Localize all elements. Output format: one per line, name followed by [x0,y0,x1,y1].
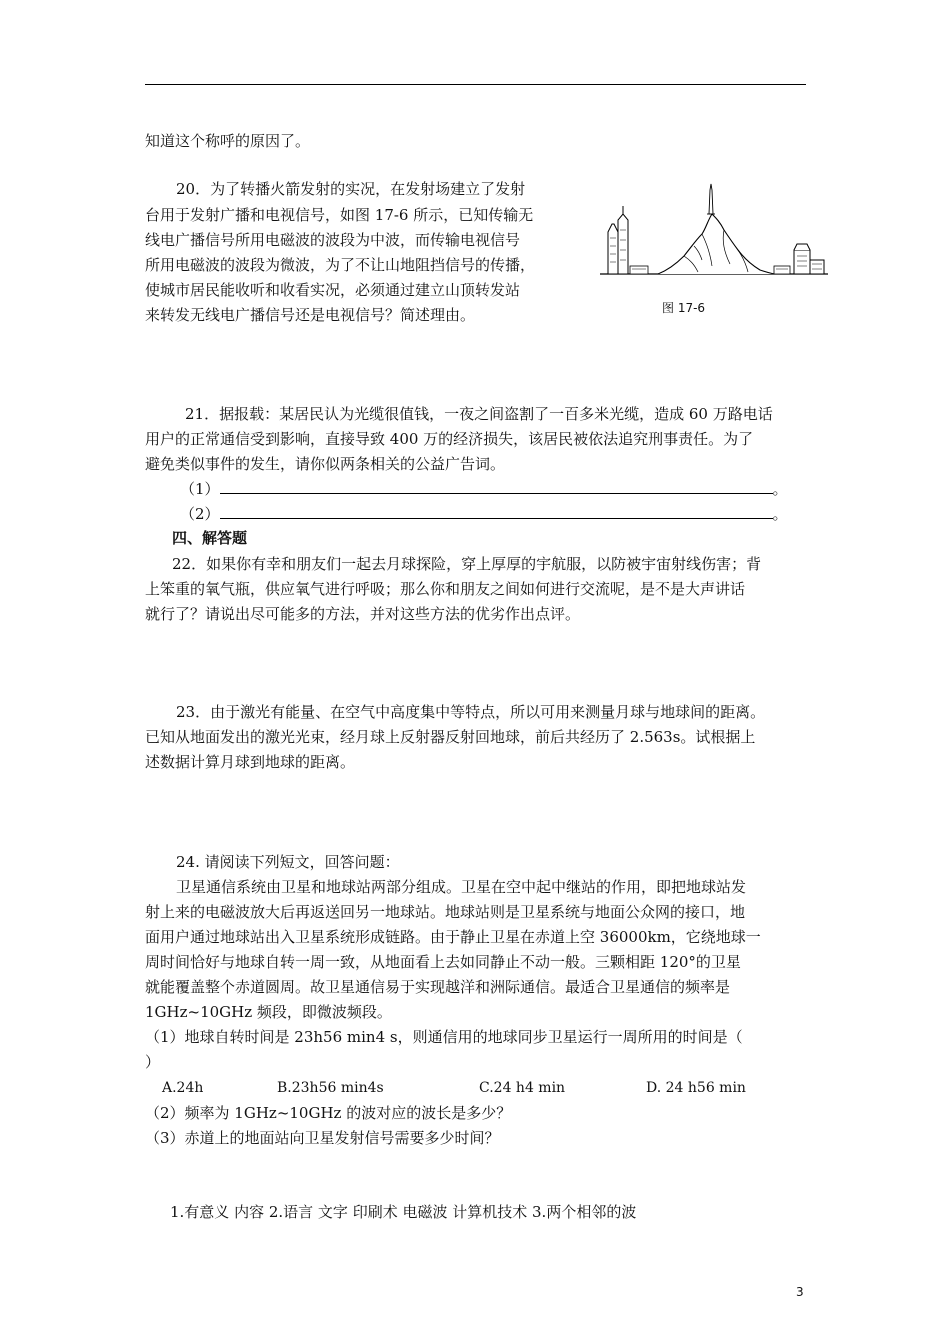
q20-line-1: 20．为了转播火箭发射的实况，在发射场建立了发射 [176,180,526,198]
q23-line-2: 已知从地面发出的激光光束，经月球上反射器反射回地球，前后共经历了 2.563s。试根据上 [145,728,756,746]
figure-caption: 图 17-6 [662,301,706,315]
q20-line-2: 台用于发射广播和电视信号，如图 17-6 所示，已知传输无 [145,206,534,224]
q24-intro: 24. 请阅读下列短文，回答问题： [176,853,400,871]
q24-sub3: （3）赤道上的地面站向卫星发射信号需要多少时间？ [145,1129,500,1147]
q24-passage-2: 射上来的电磁波放大后再返送回另一地球站。地球站则是卫星系统与地面公众网的接口，地 [145,903,746,921]
header-rule [145,84,806,85]
continuation-text: 知道这个称呼的原因了。 [145,132,311,150]
q24-sub2: （2）频率为 1GHz~10GHz 的波对应的波长是多少？ [145,1104,512,1122]
q24-option-a: A.24h [162,1080,204,1096]
q24-option-b: B.23h56 min4s [277,1080,384,1096]
section-4-title: 四、解答题 [172,529,248,547]
q22-line-3: 就行了？请说出尽可能多的方法，并对这些方法的优劣作出点评。 [145,605,581,623]
q21-line-2: 用户的正常通信受到影响，直接导致 400 万的经济损失，该居民被依法追究刑事责任。为了 [145,430,754,448]
q21-line-1: 21．据报载：某居民认为光缆很值钱，一夜之间盗割了一百多米光缆，造成 60 万路电话 [185,405,773,423]
q24-passage-6: 1GHz~10GHz 频段，即微波频段。 [145,1003,392,1021]
q21-line-3: 避免类似事件的发生，请你似两条相关的公益广告词。 [145,455,506,473]
answers-line: 1.有意义 内容 2.语言 文字 印刷术 电磁波 计算机技术 3.两个相邻的波 [170,1203,637,1221]
q21-blank-1-end: 。 [772,480,788,498]
q23-line-1: 23．由于激光有能量、在空气中高度集中等特点，所以可用来测量月球与地球间的距离。 [176,703,766,721]
page-number: 3 [796,1285,804,1299]
q22-line-2: 上笨重的氧气瓶，供应氧气进行呼吸；那么你和朋友之间如何进行交流呢，是不是大声讲话 [145,580,746,598]
q24-passage-5: 就能覆盖整个赤道圆周。故卫星通信易于实现越洋和洲际通信。最适合卫星通信的频率是 [145,978,731,996]
q24-passage-1: 卫星通信系统由卫星和地球站两部分组成。卫星在空中起中继站的作用，即把地球站发 [176,878,747,896]
q21-blank-1-row [180,480,788,498]
q20-line-4: 所用电磁波的波段为微波，为了不让山地阻挡信号的传播， [145,256,536,274]
q24-sub1-line-2: ） [145,1053,161,1071]
q20-line-5: 使城市居民能收听和收看实况，必须通过建立山顶转发站 [145,281,521,299]
q23-line-3: 述数据计算月球到地球的距离。 [145,753,356,771]
q20-line-6: 来转发无线电广播信号还是电视信号？简述理由。 [145,306,476,324]
mountain-tower-figure [598,180,830,284]
q24-option-c: C.24 h4 min [479,1080,566,1096]
q24-passage-3: 面用户通过地球站出入卫星系统形成链路。由于静止卫星在赤道上空 36000km，它绕地球一 [145,928,761,946]
q21-blank-2-end: 。 [772,505,788,523]
q24-sub1-line-1: （1）地球自转时间是 23h56 min4 s，则通信用的地球同步卫星运行一周所用的时间是（ [145,1028,743,1046]
q20-line-3: 线电广播信号所用电磁波的波段为中波，而传输电视信号 [145,231,521,249]
q21-blank-2-row [180,505,788,523]
q21-blank-1-label: （1） [180,480,220,498]
q22-line-1: 22．如果你有幸和朋友们一起去月球探险，穿上厚厚的宇航服，以防被宇宙射线伤害；背 [172,555,762,573]
q24-option-d: D. 24 h56 min [646,1080,746,1096]
q21-blank-1[interactable] [220,481,773,494]
q21-blank-2-label: （2） [180,505,220,523]
q24-passage-4: 周时间恰好与地球自转一周一致，从地面看上去如同静止不动一般。三颗相距 120°的卫星 [145,953,741,971]
q21-blank-2[interactable] [220,506,773,519]
